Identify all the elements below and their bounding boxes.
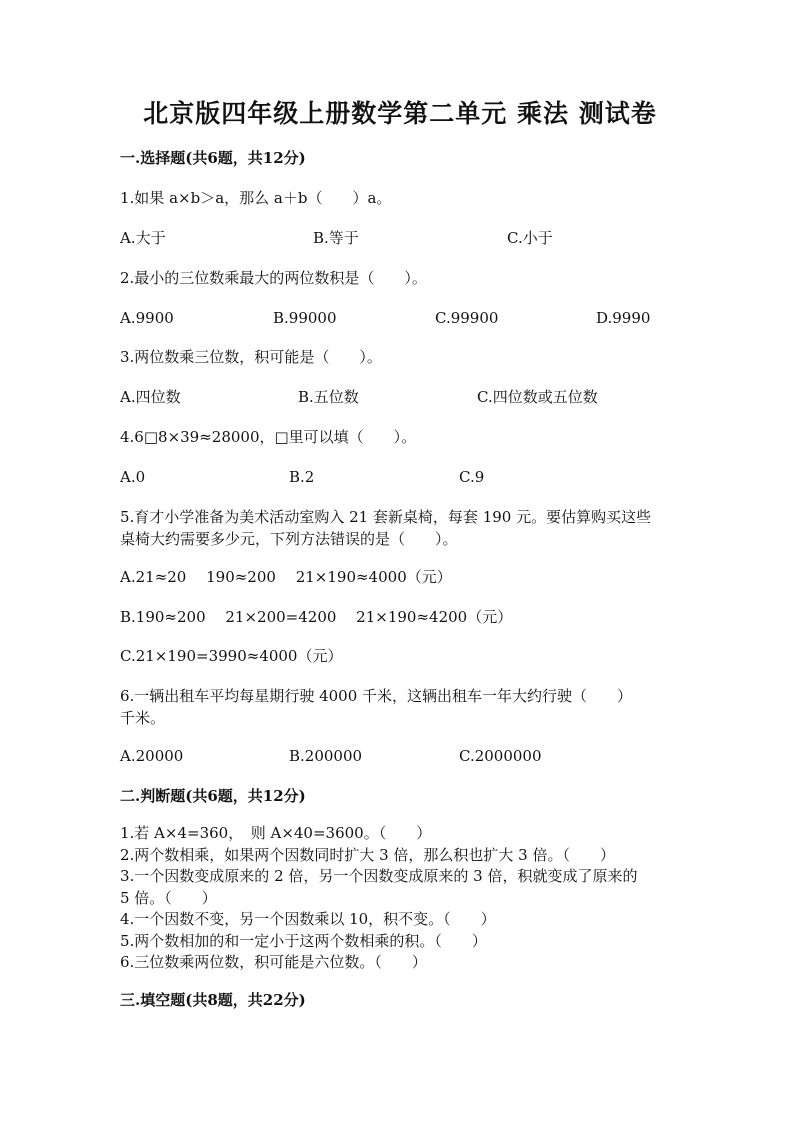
question-5-stem-line1: 5.育才小学准备为美术活动室购入 21 套新桌椅，每套 190 元。要估算购买这些 [120, 508, 652, 526]
section-heading-choice: 一.选择题(共6题，共12分) [120, 149, 306, 167]
question-2-option-c: C.99900 [435, 309, 499, 327]
question-2-option-d: D.9990 [596, 309, 651, 327]
question-2-option-a: A.9900 [120, 309, 174, 327]
question-1-option-a: A.大于 [120, 229, 166, 247]
question-2-option-b: B.99000 [273, 309, 337, 327]
judge-line: 4.一个因数不变，另一个因数乘以 10，积不变。（ ） [120, 910, 496, 928]
question-6-option-c: C.2000000 [459, 747, 542, 765]
question-1-option-b: B.等于 [313, 229, 359, 247]
question-6-option-b: B.200000 [289, 747, 363, 765]
question-4-stem: 4.6□8×39≈28000，□里可以填（ ）。 [120, 428, 417, 446]
question-3-stem: 3.两位数乘三位数，积可能是（ ）。 [120, 348, 382, 366]
page-title: 北京版四年级上册数学第二单元 乘法 测试卷 [143, 99, 657, 128]
judge-line: 3.一个因数变成原来的 2 倍，另一个因数变成原来的 3 倍，积就变成了原来的 [120, 867, 638, 885]
question-5-stem-line2: 桌椅大约需要多少元，下列方法错误的是（ ）。 [120, 530, 458, 548]
section-heading-judge: 二.判断题(共6题，共12分) [120, 787, 306, 805]
judge-line: 5 倍。（ ） [120, 888, 217, 907]
judge-line: 5.两个数相加的和一定小于这两个数相乘的积。（ ） [120, 931, 487, 950]
question-4-option-a: A.0 [120, 468, 146, 486]
question-5-option-b: B.190≈200 21×200=4200 21×190≈4200（元） [120, 608, 513, 626]
question-6-stem-line2: 千米。 [120, 709, 166, 727]
question-2-stem: 2.最小的三位数乘最大的两位数积是（ ）。 [120, 269, 427, 287]
judge-line: 2.两个数相乘，如果两个因数同时扩大 3 倍，那么积也扩大 3 倍。（ ） [120, 845, 615, 864]
question-4-option-c: C.9 [459, 468, 485, 486]
judge-line: 6.三位数乘两位数，积可能是六位数。（ ） [120, 953, 427, 971]
question-6-option-a: A.20000 [120, 747, 184, 765]
question-5-option-a: A.21≈20 190≈200 21×190≈4000（元） [120, 568, 452, 586]
question-3-option-c: C.四位数或五位数 [477, 388, 598, 406]
question-3-option-a: A.四位数 [120, 388, 181, 406]
question-1-stem: 1.如果 a×b＞a，那么 a＋b（ ）a。 [120, 189, 392, 207]
question-4-option-b: B.2 [289, 468, 315, 486]
judge-line: 1.若 A×4=360， 则 A×40=3600。（ ） [120, 824, 432, 842]
section-heading-fill: 三.填空题(共8题，共22分) [120, 991, 306, 1009]
question-6-stem-line1: 6.一辆出租车平均每星期行驶 4000 千米，这辆出租车一年大约行驶（ ） [120, 687, 633, 705]
question-5-option-c: C.21×190=3990≈4000（元） [120, 647, 343, 665]
question-3-option-b: B.五位数 [298, 388, 359, 406]
question-1-option-c: C.小于 [507, 229, 553, 247]
